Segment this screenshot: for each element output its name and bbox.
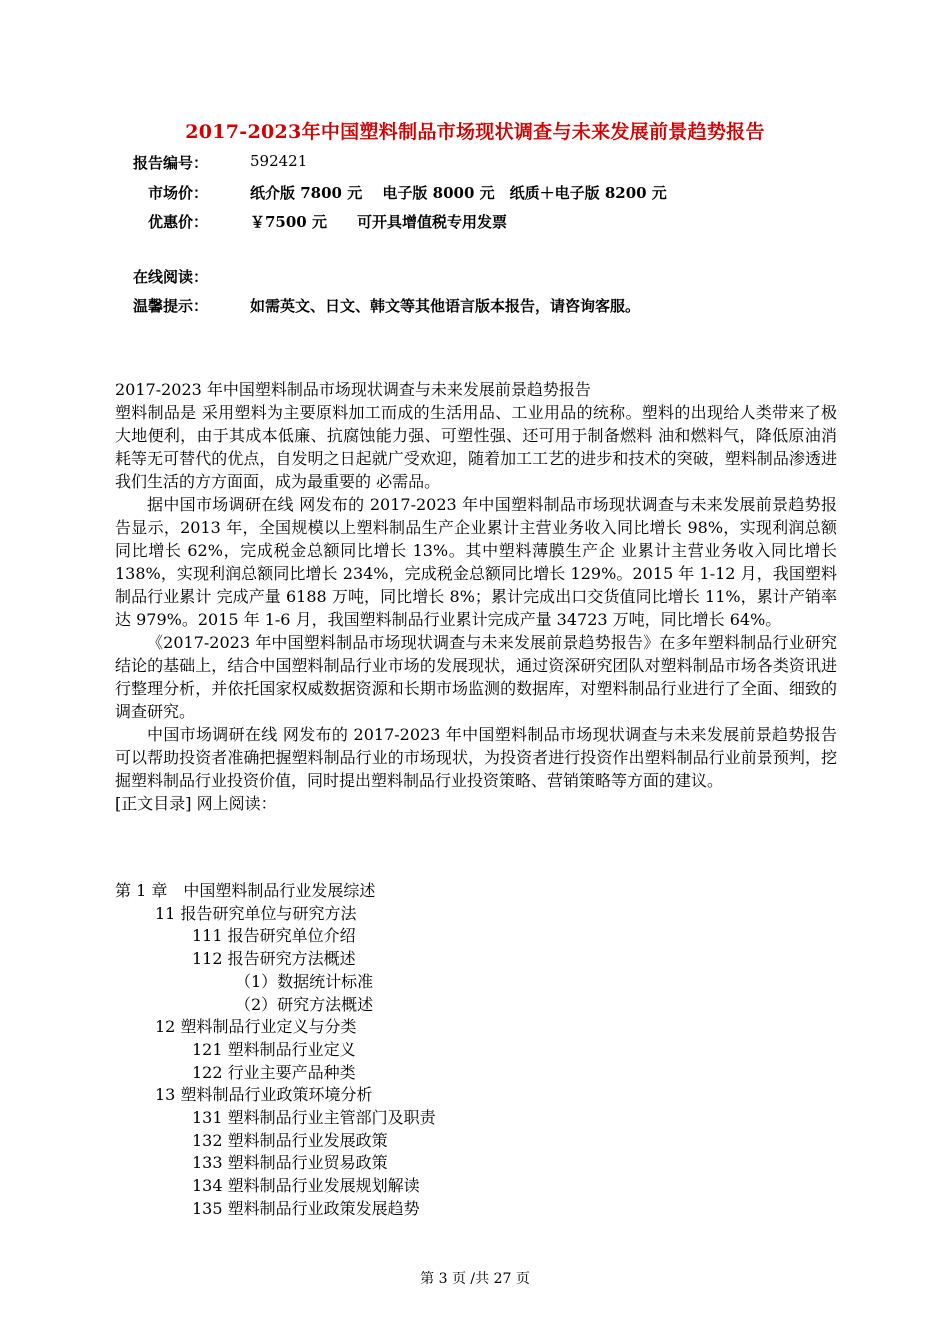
toc-item: 13 塑料制品行业政策环境分析 <box>155 1085 373 1105</box>
discount-label: 优惠价： <box>148 213 209 231</box>
report-no-label: 报告编号： <box>133 154 209 172</box>
discount-value: ￥7500 元 可开具增值税专用发票 <box>250 213 507 231</box>
table-of-contents <box>115 880 837 1221</box>
toc-item: 111 报告研究单位介绍 <box>192 926 356 946</box>
toc-online-link[interactable]: [正文目录] 网上阅读： <box>115 794 277 813</box>
toc-item: 12 塑料制品行业定义与分类 <box>155 1017 357 1037</box>
summary-paragraph-1: 塑料制品是 采用塑料为主要原料加工而成的生活用品、工业用品的统称。塑料的出现给人类带来了极大地便利，由于其成本低廉、抗腐蚀能力强、可塑性强、还可用于制备燃料 油和燃料气，降低原油消耗等无可替代的优点，自发明之日起就广受欢迎，随着加工工艺的进步和技术的突破，塑料制品渗透进我们生活的方方面面，成为最重要的 必需品。 <box>115 403 837 491</box>
price-value: 纸介版 7800 元 电子版 8000 元 纸质＋电子版 8200 元 <box>250 184 667 202</box>
toc-item: 第 1 章 中国塑料制品行业发展综述 <box>115 881 376 900</box>
toc-item: 122 行业主要产品种类 <box>192 1062 356 1082</box>
summary-paragraph-4: 中国市场调研在线 网发布的 2017-2023 年中国塑料制品市场现状调查与未来发展前景趋势报告可以帮助投资者准确把握塑料制品行业的市场现状，为投资者进行投资作出塑料制品行业前景预判，挖掘塑料制品行业投资价值，同时提出塑料制品行业投资策略、营销策略等方面的建议。 <box>115 725 837 790</box>
report-summary <box>115 378 837 815</box>
tip-value: 如需英文、日文、韩文等其他语言版本报告，请咨询客服。 <box>250 297 641 315</box>
online-reading-label[interactable]: 在线阅读： <box>133 268 209 286</box>
summary-heading: 2017-2023 年中国塑料制品市场现状调查与未来发展前景趋势报告 <box>115 380 591 399</box>
page-footer: 第 3 页 /共 27 页 <box>420 1271 530 1287</box>
toc-item: 131 塑料制品行业主管部门及职责 <box>192 1108 436 1128</box>
tip-label: 温馨提示： <box>133 297 209 315</box>
toc-item: 121 塑料制品行业定义 <box>192 1039 356 1059</box>
price-label: 市场价： <box>148 184 209 202</box>
toc-item: 112 报告研究方法概述 <box>192 949 356 969</box>
toc-item: （1）数据统计标准 <box>235 971 374 991</box>
report-no-value: 592421 <box>250 152 308 170</box>
toc-item: 132 塑料制品行业发展政策 <box>192 1130 388 1150</box>
toc-item: （2）研究方法概述 <box>235 994 374 1014</box>
toc-item: 134 塑料制品行业发展规划解读 <box>192 1176 420 1196</box>
summary-paragraph-3: 《2017-2023 年中国塑料制品市场现状调查与未来发展前景趋势报告》在多年塑料制品行业研究结论的基础上，结合中国塑料制品行业市场的发展现状，通过资深研究团队对塑料制品市场各类资讯进行整理分析，并依托国家权威数据资源和长期市场监测的数据库，对塑料制品行业进行了全面、细致的调查研究。 <box>115 633 837 721</box>
summary-paragraph-2: 据中国市场调研在线 网发布的 2017-2023 年中国塑料制品市场现状调查与未来发展前景趋势报告显示，2013 年，全国规模以上塑料制品生产企业累计主营业务收入同比增长 98%，实现利润总额同比增长 62%，完成税金总额同比增长 13%。其中塑料薄膜生产企 业累计主营业务收入同比增长 138%，实现利润总额同比增长 234%，完成税金总额同比增长 129%。2015 年 1-12 月，我国塑料制品行业累计 完成产量 6188 万吨，同比增长 8%；累计完成出口交货值同比增长 11%，累计产销率达 979%。2015 年 1-6 月，我国塑料制品行业累计完成产量 34723 万吨，同比增长 64%。 <box>115 495 837 629</box>
report-title: 2017-2023年中国塑料制品市场现状调查与未来发展前景趋势报告 <box>185 121 765 143</box>
toc-item: 135 塑料制品行业政策发展趋势 <box>192 1198 420 1218</box>
toc-item: 133 塑料制品行业贸易政策 <box>192 1153 388 1173</box>
toc-item: 11 报告研究单位与研究方法 <box>155 903 357 923</box>
